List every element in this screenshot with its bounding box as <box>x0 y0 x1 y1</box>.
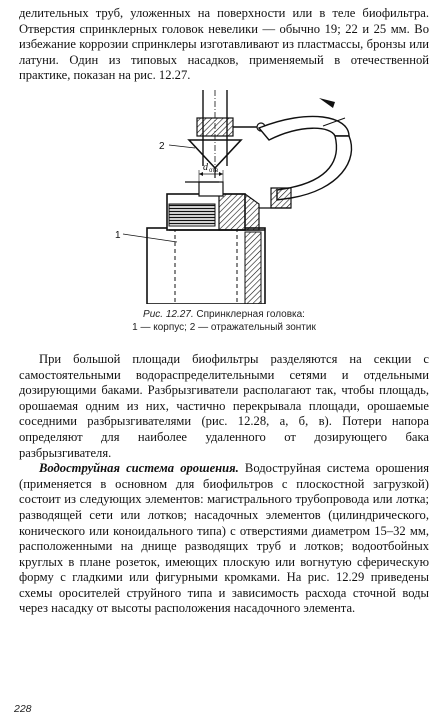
sprinkler-drawing <box>19 90 429 304</box>
paragraph-top: делительных труб, уложенных на поверхности или в теле биофильтра. Отверстия спринклерных головок невелики — обычно 19; 22 и 25 мм. Во избежание коррозии спринклеры изготавливают из пластмассы, бронзы или латуни. Один из типовых насадков, применяемый в отечественной практике, показан на рис. 12.27. <box>19 6 429 83</box>
paragraph-runin-heading: Водоструйная система орошения. <box>39 461 239 476</box>
body-pipe <box>147 228 265 304</box>
paragraph-jet-system <box>19 461 429 617</box>
page-number: 228 <box>14 703 32 715</box>
label-part-2: 2 <box>159 140 165 152</box>
head-block <box>167 182 265 230</box>
label-part-1: 1 <box>115 229 121 241</box>
stem-clamp <box>197 118 265 136</box>
caption-lead: Рис. 12.27. <box>143 308 194 320</box>
caption-title: Спринклерная головка: <box>193 308 305 320</box>
paragraph-sections: При большой площади биофильтры разделяются на секции с самостоятельными водораспределительными сетями и отдельными дозирующими баками. Разбрызгиватели располагают так, чтобы площадь, орошаемая одним из них, частично перекрывала площади, орошаемые соседними разбрызгивателями (рис. 12.28, а, б, в). Потери напора определяют для наиболее удаленного от дозирующего бака разбрызгивателя. <box>19 351 429 460</box>
label-dimension-d: d <box>203 161 208 173</box>
paragraph-jet-body: Водоструйная система орошения (применяется в основном для биофильтров с плоскостной загрузкой) состоит из следующих элементов: магистрального трубопровода или лотка; разводящей сети или лотков; насадочных элементов (цилиндрического, конического или коноидального типа) с отверстиями диаметром 15–32 мм, расположенными на днище разводящих труб и лотков; водоотбойных круглых в плане розеток, имеющих плоскую или вогнутую сферическую форму с гладкими или фигурными кромками. На рис. 12.29 приведены схемы оросителей струйного типа и зависимость расхода сточной воды через насадку от высоты расположения насадочного элемента. <box>19 461 429 616</box>
bracket-arm <box>259 98 352 208</box>
caption-parts: 1 — корпус; 2 — отражательный зонтик <box>132 321 316 333</box>
label-dimension-subscript: отв <box>209 167 219 174</box>
page-body <box>19 6 429 617</box>
figure-caption <box>19 308 429 334</box>
figure-sprinkler-head <box>19 90 429 304</box>
